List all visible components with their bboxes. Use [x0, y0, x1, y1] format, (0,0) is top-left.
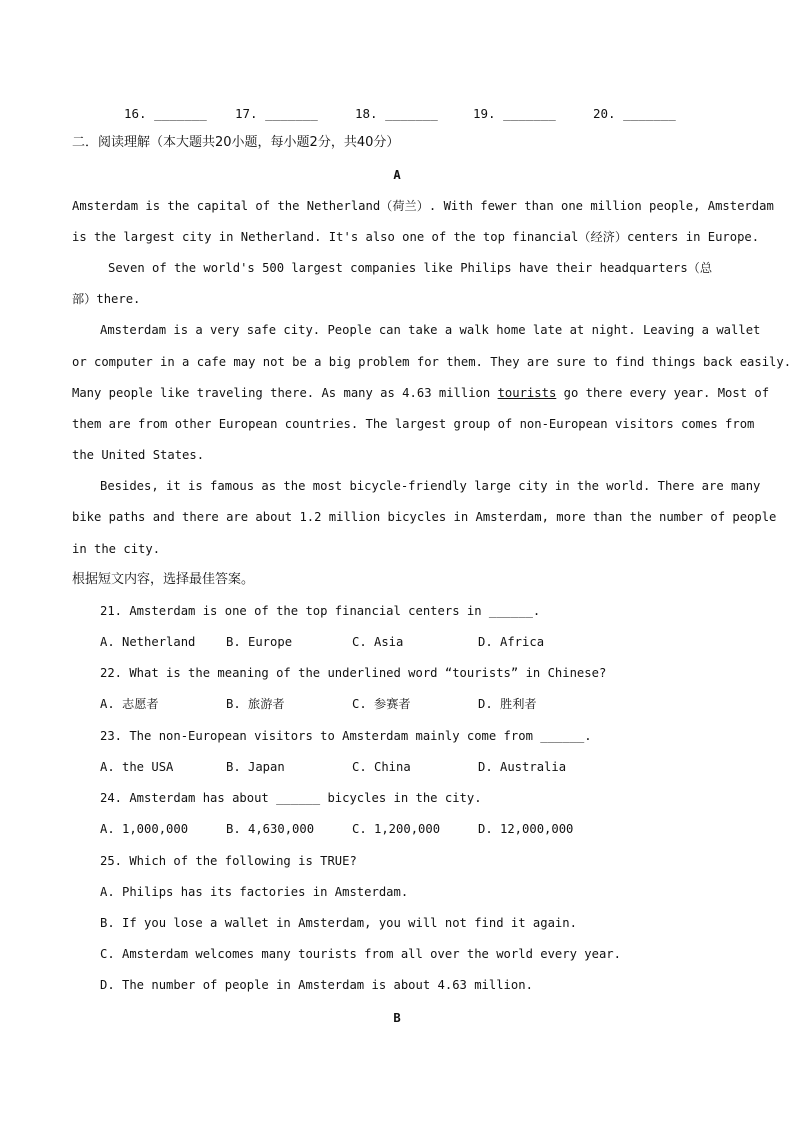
question-25: 25. Which of the following is TRUE? [100, 854, 357, 868]
answer-blank-16[interactable]: 16. _______ [124, 106, 207, 121]
answer-blank-19[interactable]: 19. _______ [473, 106, 556, 121]
option-25-d[interactable]: D. The number of people in Amsterdam is about 4.63 million. [100, 978, 533, 992]
passage-line: is the largest city in Netherland. It's also one of the top financial（经济）centers in Europe. [72, 230, 760, 244]
passage-text: go there every year. Most of [556, 386, 770, 400]
question-21: 21. Amsterdam is one of the top financial centers in ______. [100, 604, 541, 618]
option-21-d[interactable]: D. Africa [478, 635, 545, 649]
question-23: 23. The non-European visitors to Amsterdam mainly come from ______. [100, 729, 592, 743]
passage-line: Amsterdam is a very safe city. People can take a walk home late at night. Leaving a wallet [100, 323, 761, 337]
question-24: 24. Amsterdam has about ______ bicycles in the city. [100, 791, 482, 805]
passage-line: them are from other European countries. The largest group of non-European visitors comes from [72, 417, 755, 431]
passage-line [72, 385, 770, 401]
option-22-c[interactable]: C. 参赛者 [352, 697, 411, 711]
option-25-a[interactable]: A. Philips has its factories in Amsterdam. [100, 885, 409, 899]
option-24-b[interactable]: B. 4,630,000 [226, 822, 315, 836]
option-24-d[interactable]: D. 12,000,000 [478, 822, 574, 836]
answer-blank-17[interactable]: 17. _______ [235, 106, 318, 121]
passage-line: Amsterdam is the capital of the Netherland（荷兰）. With fewer than one million people, Amsterdam [72, 199, 774, 213]
option-23-d[interactable]: D. Australia [478, 760, 567, 774]
passage-b-heading: B [393, 1011, 401, 1025]
option-24-a[interactable]: A. 1,000,000 [100, 822, 189, 836]
option-22-a[interactable]: A. 志愿者 [100, 697, 159, 711]
option-25-c[interactable]: C. Amsterdam welcomes many tourists from all over the world every year. [100, 947, 621, 961]
option-24-c[interactable]: C. 1,200,000 [352, 822, 441, 836]
instruction: 根据短文内容，选择最佳答案。 [72, 572, 255, 587]
underlined-word-tourists: tourists [497, 386, 557, 400]
passage-line: or computer in a cafe may not be a big problem for them. They are sure to find things back easily. [72, 355, 792, 369]
answer-blank-18[interactable]: 18. _______ [355, 106, 438, 121]
option-22-d[interactable]: D. 胜利者 [478, 697, 537, 711]
option-25-b[interactable]: B. If you lose a wallet in Amsterdam, you will not find it again. [100, 916, 577, 930]
answer-blank-20[interactable]: 20. _______ [593, 106, 676, 121]
option-21-a[interactable]: A. Netherland [100, 635, 196, 649]
passage-line: in the city. [72, 542, 161, 556]
option-21-c[interactable]: C. Asia [352, 635, 404, 649]
passage-line: Besides, it is famous as the most bicycle-friendly large city in the world. There are many [100, 479, 761, 493]
option-23-b[interactable]: B. Japan [226, 760, 285, 774]
option-23-c[interactable]: C. China [352, 760, 411, 774]
passage-text: Many people like traveling there. As many as 4.63 million [72, 386, 498, 400]
passage-line: 部）there. [72, 292, 141, 306]
section-title: 二．阅读理解（本大题共20小题，每小题2分，共40分） [72, 135, 400, 150]
passage-line: bike paths and there are about 1.2 million bicycles in Amsterdam, more than the number of people [72, 510, 777, 524]
passage-line: the United States. [72, 448, 205, 462]
question-22: 22. What is the meaning of the underlined word “tourists” in Chinese? [100, 666, 607, 680]
option-23-a[interactable]: A. the USA [100, 760, 174, 774]
option-21-b[interactable]: B. Europe [226, 635, 293, 649]
passage-a-heading: A [393, 168, 401, 182]
passage-line: Seven of the world's 500 largest companies like Philips have their headquarters（总 [108, 261, 713, 275]
option-22-b[interactable]: B. 旅游者 [226, 697, 285, 711]
